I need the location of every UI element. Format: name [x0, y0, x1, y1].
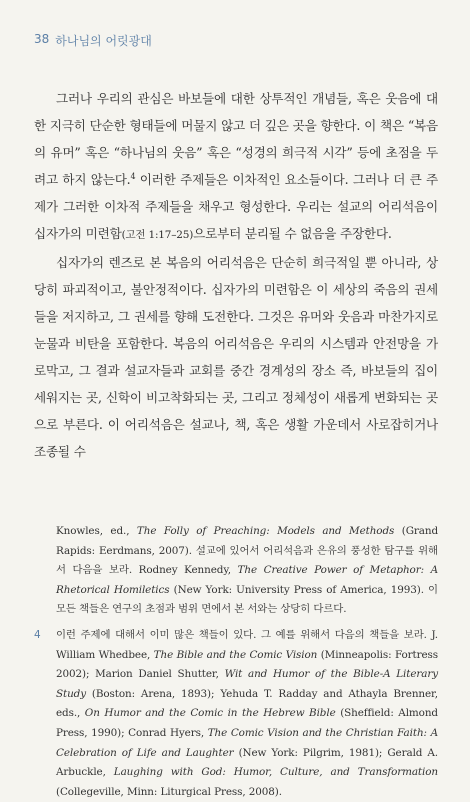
- fn-title: Laughing with God: Humor, Culture, and Transformation: [113, 766, 438, 779]
- footnote-4: [34, 626, 438, 802]
- fn-text: (Collegeville, Minn: Liturgical Press, 2008).: [56, 785, 282, 798]
- fn-text: (New York: University Press of America, 1993). 이 모든 책들은 연구의 초점과 범위 면에서 본 서와는 상당히 다르다.: [56, 583, 438, 616]
- paragraph-1-text-b: 이러한 주제들은 이차적인 요소들이다. 그러나 더 큰 주제가 그러한 이차적 주제들을 채우고 형성한다. 우리는 설교의 어리석음이 십자가의 미련함: [34, 172, 438, 241]
- fn-text: (Grand Rapids: Eerdmans, 2007). 설교에 있어서 어리석음과 은유의 풍성한 탐구를 위해서 다음을 보라. Rodney Kennedy,: [56, 525, 438, 577]
- paragraph-1: [34, 85, 438, 249]
- paragraph-2: 십자가의 렌즈로 본 복음의 어리석음은 단순히 희극적일 뿐 아니라, 상당히 파괴적이고, 불안정적이다. 십자가의 미련함은 이 세상의 죽음의 권세들을 저지하고, 그 권세를 향해 도전한다. 그것은 유머와 웃음과 마찬가지로 눈물과 비탄을 포함한다. 복음의 어리석음은 우리의 시스템과 안전망을 가로막고, 그 결과 설교자들과 교회를 중간 경계성의 장소 즉, 바보들의 집이 세워지는 곳, 신학이 비고착화되는 곳, 그리고 정체성이 새롭게 변화되는 곳으로 부른다. 이 어리석음은 설교나, 책, 혹은 생활 가운데서 사로잡히거나 조종될 수: [34, 255, 438, 459]
- fn-text: 이런 주제에 대해서 이미 많은 책들이 있다. 그 예를 위해서 다음의 책들을 보라. J. William Whedbee,: [56, 628, 438, 661]
- footnotes: [34, 522, 438, 802]
- fn-title: The Bible and the Comic Vision: [153, 648, 318, 661]
- fn-text: (Boston: Arena, 1893); Yehuda T. Radday and Athayla Brenner, eds.,: [56, 687, 438, 720]
- footnote-ref-4: 4: [130, 171, 136, 181]
- fn-text: (New York: Pilgrim, 1981); Gerald A. Arbuckle,: [56, 746, 438, 779]
- page-fade: [34, 480, 438, 502]
- running-title: 하나님의 어릿광대: [55, 34, 152, 48]
- fn-title: The Creative Power of Metaphor: A Rhetorical Homiletics: [56, 564, 438, 596]
- page-header: [34, 32, 152, 49]
- fn-title: The Folly of Preaching: Models and Methods: [136, 525, 395, 537]
- footnote-4-body: [56, 626, 438, 802]
- fn-text: Knowles, ed.,: [56, 525, 137, 537]
- main-body-text: [34, 85, 438, 465]
- scripture-citation: (고전 1:17–25): [121, 229, 194, 241]
- fn-title: On Humor and the Comic in the Hebrew Bible: [84, 707, 336, 720]
- footnote-4-marker: 4: [34, 628, 41, 641]
- paragraph-1-text-a: 그러나 우리의 관심은 바보들에 대한 상투적인 개념들, 혹은 웃음에 대한 지극히 단순한 형태들에 머물지 않고 더 깊은 곳을 향한다. 이 책은 “복음의 유머” 혹은 “하나님의 웃음” 혹은 “성경의 희극적 시각” 등에 초점을 두려고 하지 않는다.: [34, 91, 438, 187]
- fn-title: Wit and Humor of the Bible-A Literary Study: [56, 668, 438, 700]
- fn-title: The Comic Vision and the Christian Faith: A Celebration of Life and Laughter: [56, 726, 438, 759]
- footnote-continued: [34, 522, 438, 620]
- page-number: 38: [34, 32, 50, 46]
- fn-text: (Sheffield: Almond Press, 1990); Conrad Hyers,: [56, 707, 438, 739]
- fn-text: (Minneapolis: Fortress 2002); Marion Daniel Shutter,: [56, 648, 438, 681]
- footnote-3-body: [34, 522, 438, 620]
- paragraph-1-text-c: 으로부터 분리될 수 없음을 주장한다.: [193, 226, 392, 241]
